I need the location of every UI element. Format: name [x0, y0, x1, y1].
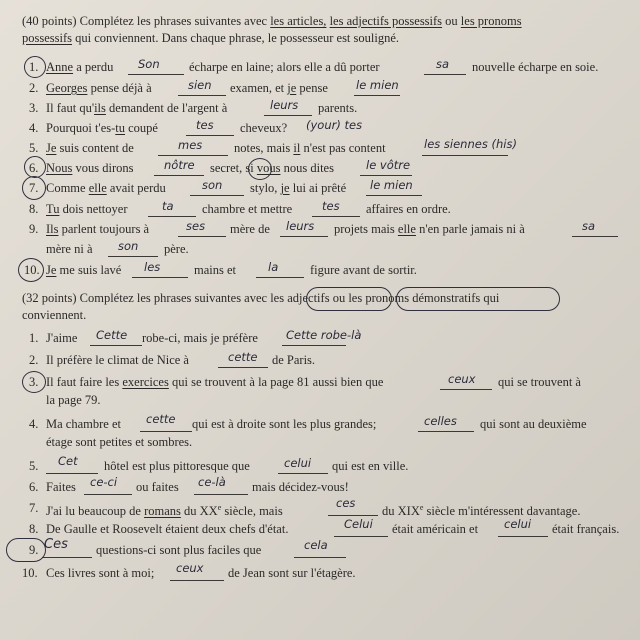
answer: ces — [336, 496, 356, 510]
answer: Cette — [96, 328, 128, 342]
answer: sien — [188, 78, 212, 92]
answer: ce-ci — [90, 475, 118, 489]
hand-circle-mark — [248, 158, 272, 180]
answer: les siennes (his) — [424, 137, 517, 151]
answer: ta — [162, 199, 174, 213]
answer: Cette robe-là — [286, 328, 362, 342]
answer: ceux — [448, 372, 476, 386]
answer: le mien — [370, 178, 413, 192]
hand-circle-mark — [22, 176, 46, 200]
answer: tes — [196, 118, 214, 132]
answer: son — [202, 178, 223, 192]
answer: le vôtre — [366, 158, 411, 172]
hand-circle-mark — [6, 538, 46, 562]
answer: les — [144, 260, 161, 274]
part2-instructions: (32 points) Complétez les phrases suivantes avec les adjectifs ou les pronoms démonstratifs qui — [22, 291, 500, 305]
hand-circle-mark — [22, 371, 46, 393]
answer: sa — [436, 57, 450, 71]
hand-circle-mark — [24, 56, 46, 78]
answer: son — [118, 239, 139, 253]
hand-circle-mark — [18, 258, 44, 282]
answer: sa — [582, 219, 596, 233]
part1-instructions-line2: possessifs qui conviennent. Dans chaque phrase, le possesseur est souligné. — [22, 31, 400, 45]
answer: Cet — [58, 454, 78, 468]
part2-instructions-line2: conviennent. — [22, 308, 87, 322]
answer: ceux — [176, 561, 204, 575]
hand-circle-mark — [24, 156, 46, 178]
answer: nôtre — [164, 158, 195, 172]
answer: leurs — [286, 219, 315, 233]
answer: celui — [284, 456, 312, 470]
answer: celui — [504, 517, 532, 531]
answer: le mien — [356, 78, 399, 92]
answer: ce-là — [198, 475, 226, 489]
answer: cela — [304, 538, 328, 552]
answer: Son — [138, 57, 160, 71]
answer-note: (your) tes — [306, 118, 363, 132]
hand-circle-mark — [396, 287, 560, 311]
answer: Celui — [344, 517, 373, 531]
answer: cette — [228, 350, 258, 364]
answer: Ces — [44, 537, 68, 552]
worksheet-page: (40 points) Complétez les phrases suivantes avec les articles, les adjectifs possessifs ou les pronoms possessifs qui conviennent. Dans chaque phrase, le possesseur est souligné. 1. Anne a perdu Son écharpe en laine; alors elle a dû porter sa nouvelle écharpe en soie. 2. Georges pense déjà à sien examen, et je pense le mien 3. Il faut qu'ils demandent de l'argent à leurs parents. 4. Pourquoi t'es-tu coupé tes cheveux? (your) tes 5. Je suis content de mes notes, mais il n'est pas content les siennes (his) 6. Nous vous dirons nôtre secret, si vous nous dites le vôtre 7. Comme elle avait perdu son stylo, je lui ai prêté le mien 8. Tu dois nettoyer ta chambre et mettre tes affaires en ordre. 9. Ils parlent toujours à ses mère de leurs projets mais elle n'en parle jamais ni à sa mère ni à son père. 10. Je me suis lavé les mains et la figure avant de sortir. (32 points) Complétez les phrases suivantes avec les adjectifs ou les pronoms démonstratifs qui conviennent. 1. J'aime Cette robe-ci, mais je préfère Cette robe-là 2. Il préfère le climat de Nice à cette de Paris. 3. Il faut faire les exercices qui se trouvent à la page 81 aussi bien que ceux qui se trouvent à la page 79. 4. Ma chambre et cette qui est à droite sont les plus grandes; celles qui sont au deuxième étage sont petites et sombres. 5. Cet hôtel est plus pittoresque que celui qui est en ville. 6. Faites ce-ci ou faites ce-là mais décidez-vous! 7. J'ai lu beaucoup de romans du XXe siècle, mais ces du XIXe siècle m'intéressent davantage. 8. De Gaulle et Roosevelt étaient deux chefs d'état. Celui était américain et celui était français. 9. Ces questions-ci sont plus faciles que cela 10. Ces livres sont à moi; ceux de Jean sont sur l'étagère. — [0, 0, 640, 640]
answer: tes — [322, 199, 340, 213]
answer: celles — [424, 414, 457, 428]
answer: leurs — [270, 98, 299, 112]
answer: ses — [186, 219, 206, 233]
answer: mes — [178, 138, 203, 152]
answer: la — [268, 260, 279, 274]
answer: cette — [146, 412, 176, 426]
hand-circle-mark — [306, 287, 392, 311]
part1-instructions: (40 points) Complétez les phrases suivantes avec les articles, les adjectifs possessifs ou les pronoms — [22, 14, 522, 28]
